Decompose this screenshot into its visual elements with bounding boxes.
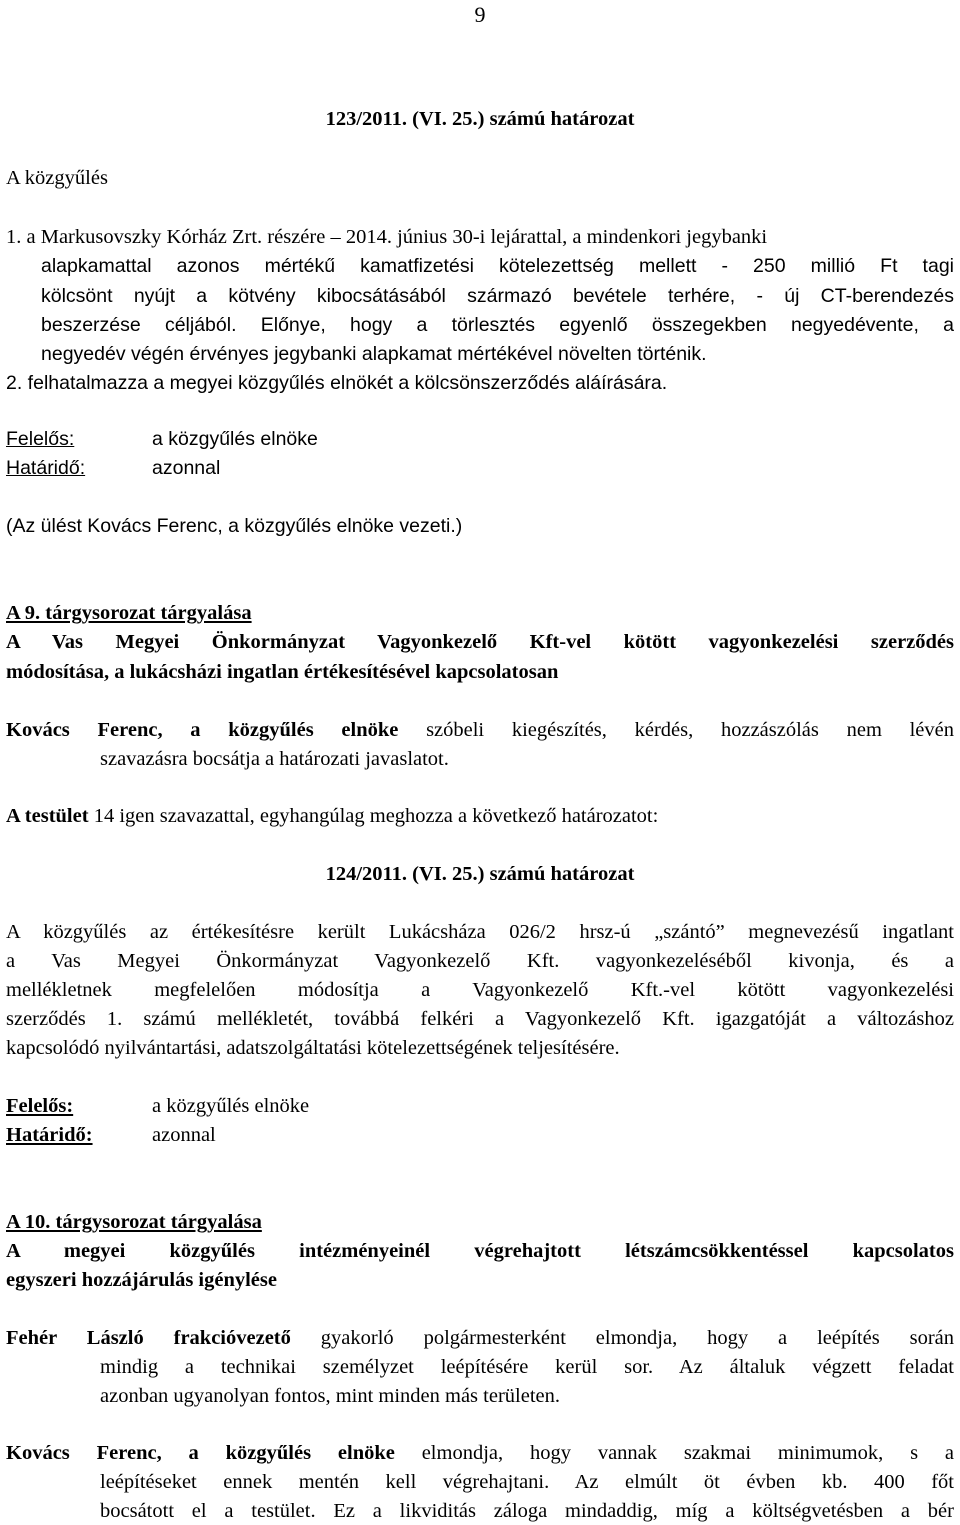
res2-line: A közgyűlés az értékesítésre került Lukácsháza 026/2 hrsz-ú „szántó” megnevezésű ingatlant — [6, 921, 954, 943]
agenda-10-speech-line: leépítéseket ennek mentén kell végrehajtani. Az elmúlt öt évben kb. 400 főt — [100, 1471, 954, 1493]
agenda-9-speech-line — [6, 720, 954, 741]
vote-text: 14 igen szavazattal, egyhangúlag meghozza a következő határozatot: — [88, 805, 659, 827]
res1-item1-line: kölcsönt nyújt a kötvény kibocsátásából származó bevétele terhére, - új CT-berendezés — [41, 285, 954, 307]
agenda-10-speech-line: azonban ugyanolyan fontos, mint minden más területen. — [100, 1385, 560, 1407]
deadline-value: azonnal — [152, 1124, 216, 1146]
speech-text: gyakorló polgármesterként elmondja, hogy a leépítés során — [290, 1327, 954, 1349]
resolution-title-124: 124/2011. (VI. 25.) számú határozat — [325, 863, 635, 885]
agenda-10-speech-line — [6, 1328, 954, 1349]
responsible-value: a közgyűlés elnöke — [152, 1095, 310, 1117]
responsible-label: Felelős: — [6, 428, 75, 450]
agenda-9-speech-line: szavazásra bocsátja a határozati javaslatot. — [100, 748, 449, 770]
resolution-title-123: 123/2011. (VI. 25.) számú határozat — [325, 108, 635, 130]
agenda-10-subject-line: egyszeri hozzájárulás igénylése — [6, 1269, 277, 1291]
deadline-value: azonnal — [152, 457, 221, 479]
res2-line: a Vas Megyei Önkormányzat Vagyonkezelő Kft. vagyonkezeléséből kivonja, és a — [6, 950, 954, 972]
deadline-label: Határidő: — [6, 1124, 93, 1146]
res1-item1-line: beszerzése céljából. Előnye, hogy a törlesztés egyenlő összegekben negyedévente, a — [41, 314, 954, 336]
res2-line: szerződés 1. számú mellékletét, továbbá felkéri a Vagyonkezelő Kft. igazgatóját a változáshoz — [6, 1008, 954, 1030]
responsible-label: Felelős: — [6, 1095, 74, 1117]
chair-note: (Az ülést Kovács Ferenc, a közgyűlés elnöke vezeti.) — [6, 515, 463, 537]
agenda-10-speech-line: bocsátott el a testület. Ez a likviditás záloga mindaddig, míg a költségvetésben a bér — [100, 1500, 954, 1522]
page-number: 9 — [474, 2, 486, 27]
agenda-9-subject-line: módosítása, a lukácsházi ingatlan értékesítésével kapcsolatosan — [6, 661, 559, 683]
resolution-intro: A közgyűlés — [6, 167, 108, 189]
res2-line: kapcsolódó nyilvántartási, adatszolgáltatási kötelezettségének teljesítésére. — [6, 1037, 620, 1059]
vote-subject: A testület — [6, 805, 89, 827]
speaker-name: Fehér László frakcióvezető — [6, 1327, 291, 1349]
res1-item1-line: negyedév végén érvényes jegybanki alapkamat mértékével növelten történik. — [41, 343, 707, 365]
agenda-10-subject-line: A megyei közgyűlés intézményeinél végrehajtott létszámcsökkentéssel kapcsolatos — [6, 1240, 954, 1262]
vote-result — [6, 806, 658, 827]
responsible-value: a közgyűlés elnöke — [152, 428, 318, 450]
speaker-name: Kovács Ferenc, a közgyűlés elnöke — [6, 719, 399, 741]
speech-text: szóbeli kiegészítés, kérdés, hozzászólás nem lévén — [398, 719, 954, 741]
agenda-9-subject-line: A Vas Megyei Önkormányzat Vagyonkezelő Kft-vel kötött vagyonkezelési szerződés — [6, 631, 954, 653]
speech-text: elmondja, hogy vannak szakmai minimumok, s a — [394, 1442, 954, 1464]
res1-item1-line: 1. a Markusovszky Kórház Zrt. részére – 2014. június 30-i lejárattal, a mindenkori jegybanki — [6, 226, 768, 248]
res1-item2: 2. felhatalmazza a megyei közgyűlés elnökét a kölcsönszerződés aláírására. — [6, 372, 668, 394]
agenda-10-heading: A 10. tárgysorozat tárgyalása — [6, 1211, 262, 1233]
res1-item1-line: alapkamattal azonos mértékű kamatfizetési kötelezettség mellett - 250 millió Ft tagi — [41, 255, 954, 277]
agenda-10-speech-line: mindig a technikai személyzet leépítésére kerül sor. Az általuk végzett feladat — [100, 1356, 954, 1378]
res2-line: mellékletnek megfelelően módosítja a Vagyonkezelő Kft.-vel kötött vagyonkezelési — [6, 979, 954, 1001]
agenda-10-speech-line — [6, 1443, 954, 1464]
deadline-label: Határidő: — [6, 457, 86, 479]
agenda-9-heading: A 9. tárgysorozat tárgyalása — [6, 602, 252, 624]
speaker-name: Kovács Ferenc, a közgyűlés elnöke — [6, 1442, 395, 1464]
